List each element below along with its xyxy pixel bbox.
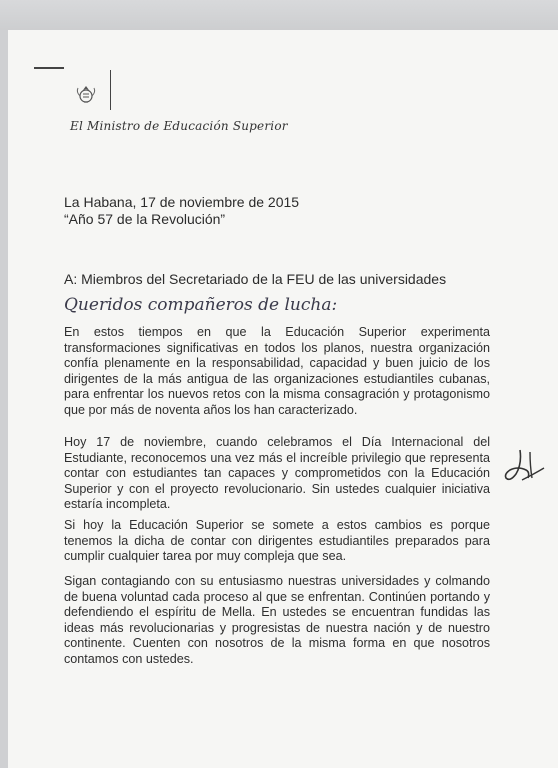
- letterhead-divider: [110, 70, 111, 110]
- paragraph-4: Sigan contagiando con su entusiasmo nuestras universidades y colmando de buena voluntad cada proceso al que se enfrentan. Continúen portando y defendiendo el espíritu de Mella. En ustedes se encuentran fundidas las ideas más revolucionarias y progresistas de nuestra nación y de nuestro continente. Cuenten con nosotros de la misma forma en que nosotros contamos con ustedes.: [64, 574, 490, 666]
- coat-of-arms-icon: [74, 84, 98, 104]
- place-date: La Habana, 17 de noviembre de 2015: [64, 194, 300, 210]
- paragraph-3: Si hoy la Educación Superior se somete a estos cambios es porque tenemos la dicha de contar con dirigentes estudiantiles preparados para cumplir cualquier tarea por muy compleja que sea.: [64, 518, 490, 564]
- margin-mark: [34, 67, 64, 69]
- paragraph-1: En estos tiempos en que la Educación Superior experimenta transformaciones significativas en todos los planos, nuestra organización confía plenamente en la responsabilidad, capacidad y buen juicio de los dirigentes de la más antigua de las organizaciones estudiantiles cubanas, para enfrentar los nuevos retos con la misma consagración y protagonismo que por más de noventa años los han caracterizado.: [64, 325, 490, 417]
- addressee: A: Miembros del Secretariado de la FEU de las universidades: [64, 271, 447, 287]
- dateline: [64, 194, 299, 228]
- year-motto: “Año 57 de la Revolución”: [64, 211, 226, 227]
- ministry-title: El Ministro de Educación Superior: [70, 119, 288, 133]
- paragraph-2: Hoy 17 de noviembre, cuando celebramos el Día Internacional del Estudiante, reconocemos una vez más el increíble privilegio que representa contar con estudiantes tan capaces y comprometidos con la Educación Superior y con el proyecto revolucionario. Sin ustedes cualquier iniciativa estaría incompleta.: [64, 435, 490, 512]
- greeting-text: Queridos compañeros de lucha:: [64, 295, 338, 315]
- handwritten-initials: [500, 444, 548, 492]
- handwritten-greeting: [64, 290, 364, 318]
- scan-background: [0, 0, 558, 30]
